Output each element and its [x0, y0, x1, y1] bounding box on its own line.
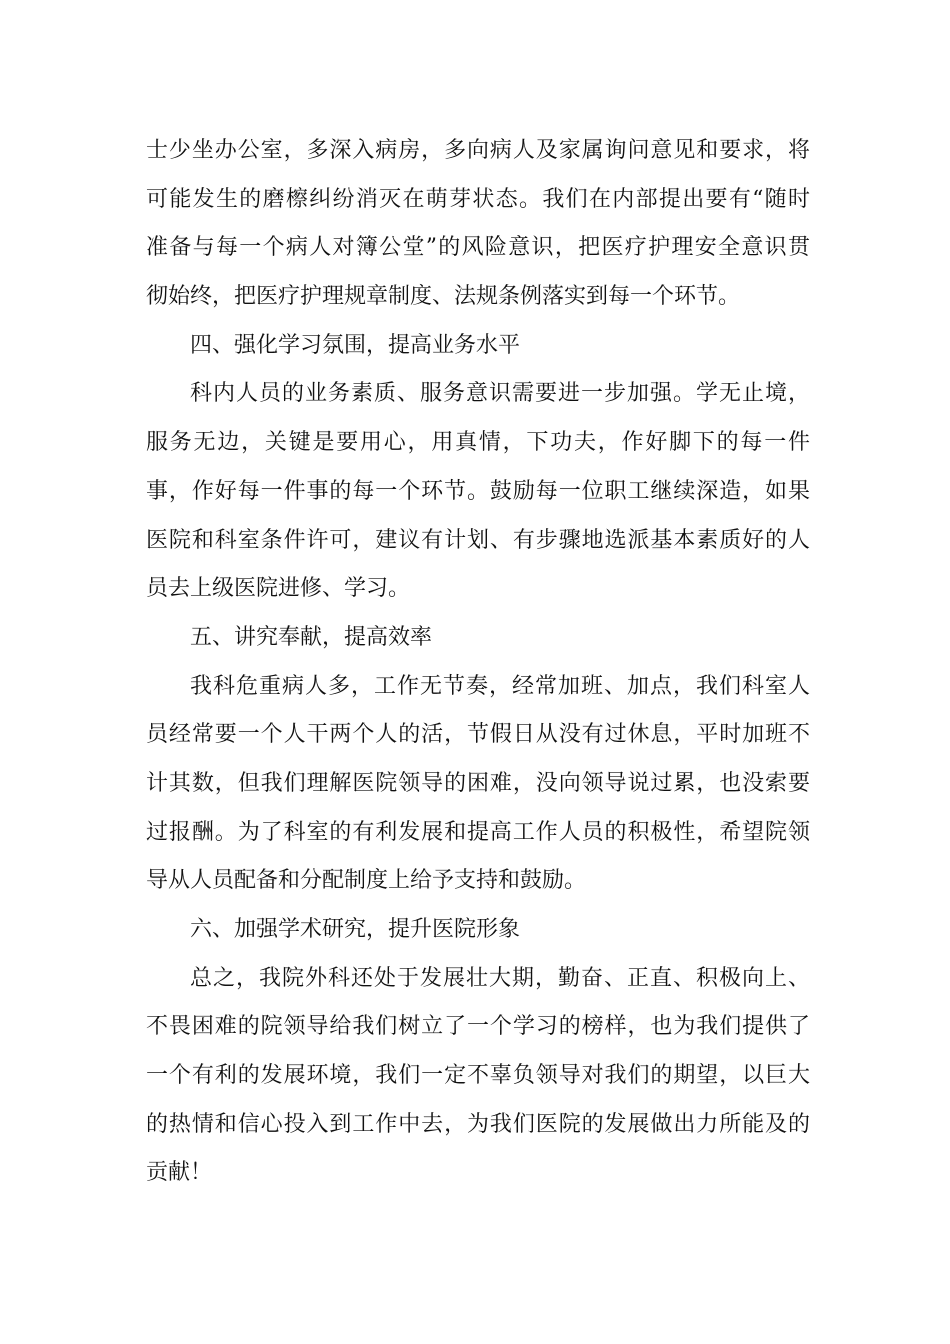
- paragraph-line: 不畏困难的院领导给我们树立了一个学习的榜样，也为我们提供了: [146, 1014, 810, 1040]
- paragraph-line: 可能发生的磨檫纠纷消灭在萌芽状态。我们在内部提出要有“随时: [146, 186, 810, 212]
- paragraph-line: 服务无边，关键是要用心，用真情，下功夫，作好脚下的每一件: [146, 430, 810, 456]
- paragraph-line: 士少坐办公室，多深入病房，多向病人及家属询问意见和要求，将: [146, 138, 810, 163]
- paragraph-line: 计其数，但我们理解医院领导的困难，没向领导说过累，也没索要: [146, 770, 810, 796]
- paragraph-line: 贡献！: [146, 1160, 213, 1186]
- document-body: [146, 127, 810, 1198]
- paragraph-line: 员去上级医院进修、学习。: [146, 576, 411, 602]
- paragraph-line: 科内人员的业务素质、服务意识需要进一步加强。学无止境，: [190, 381, 810, 407]
- paragraph-line: 总之，我院外科还处于发展壮大期，勤奋、正直、积极向上、: [190, 965, 810, 991]
- paragraph-line: 医院和科室条件许可，建议有计划、有步骤地选派基本素质好的人: [146, 527, 810, 553]
- paragraph-line: 准备与每一个病人对簿公堂”的风险意识，把医疗护理安全意识贯: [146, 235, 810, 261]
- paragraph-line: 我科危重病人多，工作无节奏，经常加班、加点，我们科室人: [190, 673, 810, 699]
- paragraph-line: 事，作好每一件事的每一个环节。鼓励每一位职工继续深造，如果: [146, 478, 810, 504]
- paragraph-line: 一个有利的发展环境，我们一定不辜负领导对我们的期望，以巨大: [146, 1063, 810, 1089]
- paragraph-line: 彻始终，把医疗护理规章制度、法规条例落实到每一个环节。: [146, 284, 741, 310]
- paragraph-line: 员经常要一个人干两个人的活，节假日从没有过休息，平时加班不: [146, 722, 810, 748]
- section-heading: 四、强化学习氛围，提高业务水平: [190, 332, 521, 358]
- paragraph-line: 导从人员配备和分配制度上给予支持和鼓励。: [146, 868, 587, 894]
- paragraph-line: 过报酬。为了科室的有利发展和提高工作人员的积极性，希望院领: [146, 819, 810, 845]
- section-heading: 五、讲究奉献，提高效率: [190, 624, 433, 650]
- paragraph-line: 的热情和信心投入到工作中去，为我们医院的发展做出力所能及的: [146, 1111, 810, 1137]
- section-heading: 六、加强学术研究，提升医院形象: [190, 917, 521, 942]
